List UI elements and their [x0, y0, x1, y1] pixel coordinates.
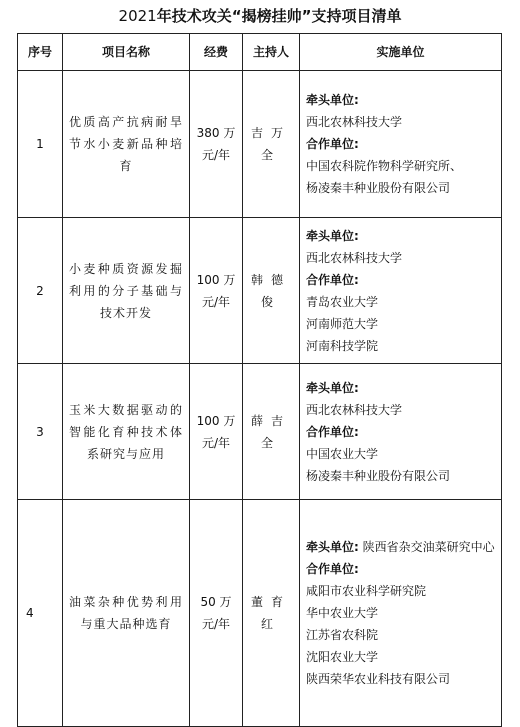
document-title	[0, 6, 520, 26]
row-project-name: 油菜杂种优势利用与重大品种选育	[63, 500, 190, 727]
partner-unit: 江苏省农科院	[306, 628, 379, 642]
partner-unit-label: 合作单位:	[306, 562, 359, 576]
lead-unit-label: 牵头单位:	[306, 380, 359, 395]
row-project-name: 小麦种质资源发掘利用的分子基础与技术开发	[63, 218, 190, 364]
header-institution: 实施单位	[300, 34, 502, 71]
partner-unit-label: 合作单位:	[306, 272, 359, 287]
table-row	[18, 71, 502, 218]
lead-unit: 西北农林科技大学	[306, 250, 403, 265]
partner-unit-label: 合作单位:	[306, 424, 359, 439]
title-year: 2021	[118, 7, 157, 25]
partner-unit: 杨凌秦丰种业股份有限公司	[306, 468, 451, 483]
project-table	[17, 33, 502, 727]
header-name: 项目名称	[63, 34, 190, 71]
header-funding: 经费	[190, 34, 243, 71]
lead-unit-label: 牵头单位:	[306, 228, 359, 243]
table-header-row	[18, 34, 502, 71]
row-institutions	[300, 500, 502, 727]
table-row	[18, 364, 502, 500]
partner-unit: 中国农业大学	[306, 446, 379, 461]
lead-unit-label: 牵头单位:	[306, 93, 359, 107]
partner-unit: 沈阳农业大学	[306, 650, 379, 664]
table-row	[18, 218, 502, 364]
partner-unit: 杨凌秦丰种业股份有限公司	[306, 181, 451, 195]
row-index: 3	[18, 364, 63, 500]
lead-unit-label: 牵头单位:	[306, 540, 359, 554]
row-funding: 380 万元/年	[190, 71, 243, 218]
partner-unit: 中国农科院作物科学研究所、	[306, 159, 463, 173]
row-institutions	[300, 218, 502, 364]
row-funding: 100 万元/年	[190, 364, 243, 500]
table-row	[18, 500, 502, 727]
partner-unit-label: 合作单位:	[306, 137, 359, 151]
row-project-name: 玉米大数据驱动的智能化育种技术体系研究与应用	[63, 364, 190, 500]
row-institutions	[300, 364, 502, 500]
title-suffix: 支持项目清单	[311, 7, 402, 25]
partner-unit: 河南师范大学	[306, 316, 379, 331]
lead-unit-line	[306, 536, 495, 558]
row-index: 1	[18, 71, 63, 218]
lead-unit: 陕西省杂交油菜研究中心	[362, 540, 495, 554]
partner-unit: 咸阳市农业科学研究院	[306, 584, 427, 598]
partner-unit: 河南科技学院	[306, 338, 379, 353]
row-institutions	[300, 71, 502, 218]
header-leader: 主持人	[243, 34, 300, 71]
row-funding: 100 万元/年	[190, 218, 243, 364]
title-prefix: 年技术攻关	[156, 7, 232, 25]
row-leader: 薛吉全	[243, 364, 300, 500]
row-leader: 董育红	[243, 500, 300, 727]
row-funding: 50 万元/年	[190, 500, 243, 727]
lead-unit: 西北农林科技大学	[306, 115, 403, 129]
partner-unit: 华中农业大学	[306, 606, 379, 620]
header-index: 序号	[18, 34, 63, 71]
title-quoted: “揭榜挂帅”	[231, 7, 312, 25]
row-index: 2	[18, 218, 63, 364]
partner-unit: 陕西荣华农业科技有限公司	[306, 672, 451, 686]
row-leader: 吉万全	[243, 71, 300, 218]
lead-unit: 西北农林科技大学	[306, 402, 403, 417]
row-leader: 韩德俊	[243, 218, 300, 364]
row-index: 4	[18, 500, 63, 727]
row-project-name: 优质高产抗病耐旱节水小麦新品种培育	[63, 71, 190, 218]
partner-unit: 青岛农业大学	[306, 294, 379, 309]
